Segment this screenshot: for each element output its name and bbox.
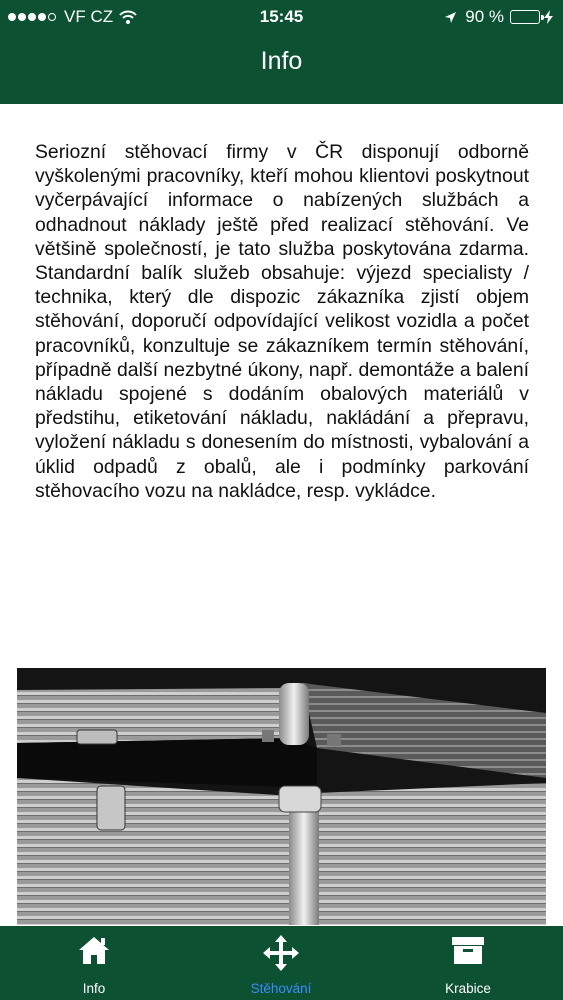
carrier-label: VF CZ — [64, 7, 114, 26]
navigation-bar — [0, 34, 563, 104]
transport-case-photo — [17, 668, 546, 925]
case-illustration — [17, 668, 546, 925]
tab-info[interactable] — [34, 926, 154, 1000]
charging-icon — [544, 10, 553, 24]
status-time: 15:45 — [259, 7, 304, 26]
tab-info-label: Info — [82, 981, 106, 996]
battery-icon — [510, 10, 540, 24]
tab-krabice[interactable] — [408, 926, 528, 1000]
page-title: Info — [260, 47, 303, 75]
home-icon — [34, 934, 154, 970]
battery-percent: 90 % — [465, 7, 504, 26]
status-right — [444, 7, 553, 27]
tab-bar — [0, 926, 563, 1000]
move-arrows-icon — [221, 934, 341, 970]
tab-stehovani-label: Stěhování — [250, 981, 312, 996]
status-bar — [0, 0, 563, 34]
location-arrow-icon — [444, 11, 457, 24]
archive-box-icon — [408, 934, 528, 970]
info-paragraph: Seriozní stěhovací firmy v ČR disponují odborně vyškolenými pracovníky, kteří mohou klientovi poskytnout vyčerpávající informace o nabízených službách a odhadnout náklady ještě před realizací stěhování. Ve většině společností, je tato služba poskytována zdarma. Standardní balík služeb obsahuje: výjezd specialisty / technika, který dle dispozic zákazníka zjistí objem stěhování, doporučí odpovídající velikost vozidla a počet pracovníků, konzultuje se zákazníkem termín stěhování, případně další nezbytné úkony, např. demontáže a balení nákladu spojené s dodáním obalových materiálů v předstihu, etiketování nákladu, nakládání a přepravu, vyložení nákladu s donesením do místnosti, vybalování a úklid odpadů z obalů, ale i podmínky parkování stěhovacího vozu na nakládce, resp. vykládce. — [35, 141, 529, 502]
tab-stehovani[interactable] — [221, 926, 341, 1000]
tab-krabice-label: Krabice — [445, 981, 491, 996]
